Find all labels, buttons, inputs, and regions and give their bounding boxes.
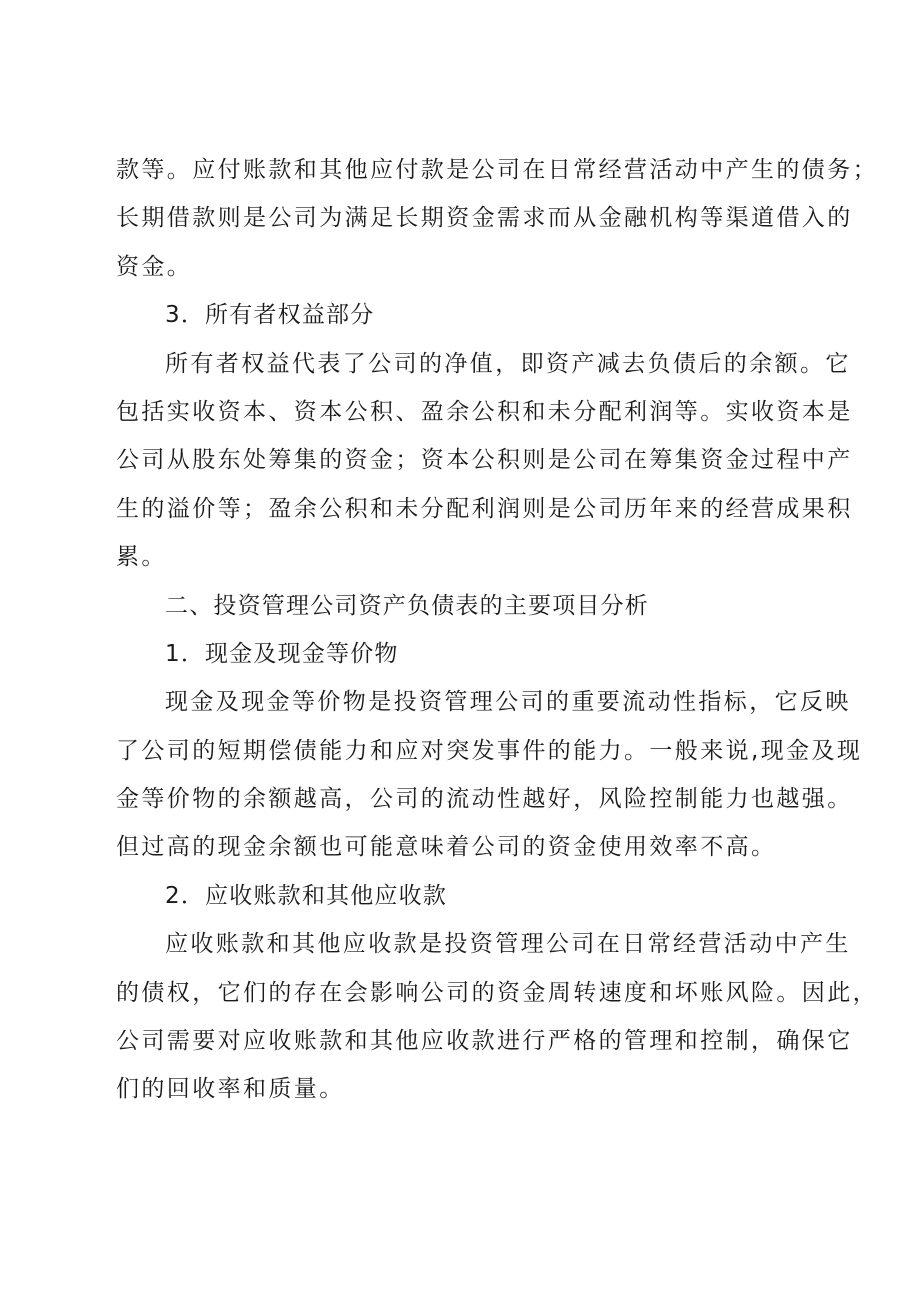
text-line: 包括实收资本、资本公积、盈余公积和未分配利润等。实收资本是 — [116, 398, 853, 425]
text-line: 金等价物的余额越高，公司的流动性越好，风险控制能力也越强。 — [116, 786, 853, 813]
text-line: 公司需要对应收账款和其他应收款进行严格的管理和控制，确保它 — [116, 1028, 853, 1055]
text-line: 资金。 — [116, 253, 193, 280]
section-heading-cash: 1．现金及现金等价物 — [165, 640, 399, 667]
text-line: 累。 — [116, 544, 167, 571]
text-line: 公司从股东处筹集的资金；资本公积则是公司在筹集资金过程中产 — [116, 447, 853, 474]
text-line: 现金及现金等价物是投资管理公司的重要流动性指标，它反映 — [165, 689, 851, 716]
section-heading-main-items: 二、投资管理公司资产负债表的主要项目分析 — [165, 592, 649, 619]
text-line: 所有者权益代表了公司的净值，即资产减去负债后的余额。它 — [165, 350, 851, 377]
text-line: 但过高的现金余额也可能意味着公司的资金使用效率不高。 — [116, 834, 777, 861]
text-line: 长期借款则是公司为满足长期资金需求而从金融机构等渠道借入的 — [116, 205, 853, 232]
document-body — [116, 146, 878, 1114]
text-line: 们的回收率和质量。 — [116, 1076, 345, 1103]
section-heading-owners-equity: 3．所有者权益部分 — [165, 302, 375, 329]
section-heading-receivables: 2．应收账款和其他应收款 — [165, 882, 448, 909]
text-line: 的债权，它们的存在会影响公司的资金周转速度和坏账风险。因此， — [116, 979, 878, 1006]
text-line: 了公司的短期偿债能力和应对突发事件的能力。一般来说,现金及现 — [116, 737, 863, 764]
text-line: 生的溢价等；盈余公积和未分配利润则是公司历年来的经营成果积 — [116, 495, 853, 522]
text-line: 应收账款和其他应收款是投资管理公司在日常经营活动中产生 — [165, 931, 851, 958]
text-line: 款等。应付账款和其他应付款是公司在日常经营活动中产生的债务； — [116, 157, 878, 183]
